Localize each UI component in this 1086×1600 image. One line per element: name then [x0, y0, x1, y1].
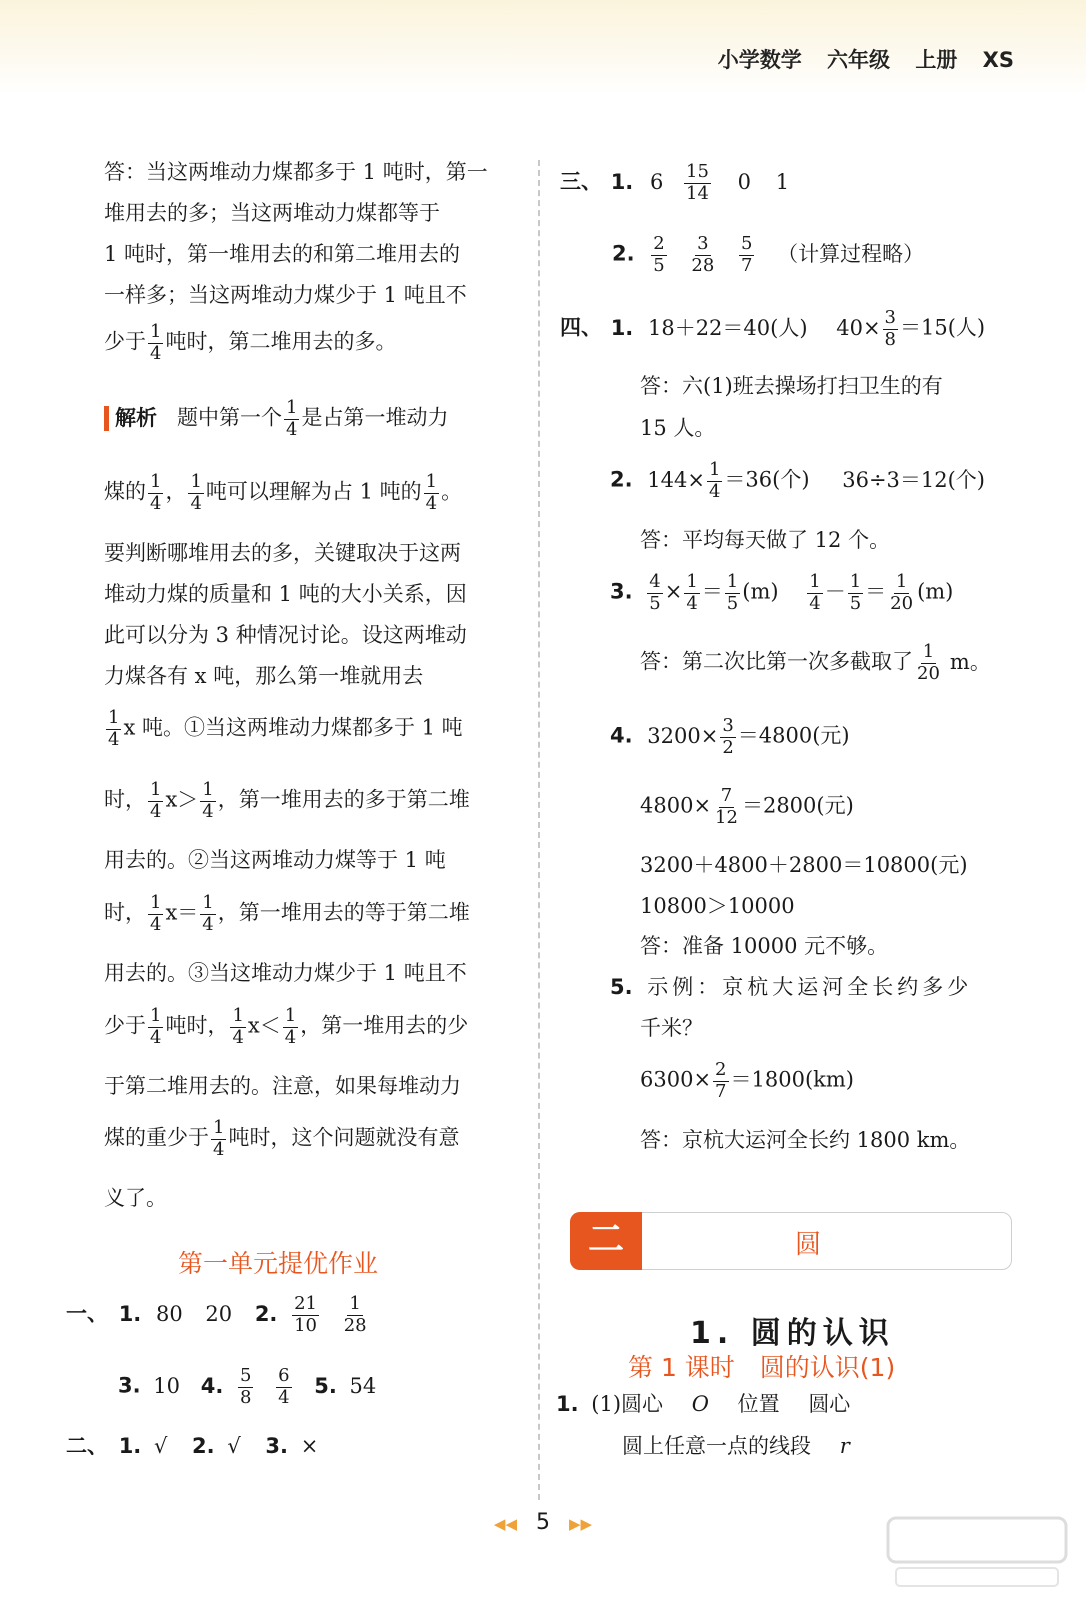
numerator: 3 — [884, 307, 896, 328]
operator: × — [664, 579, 683, 604]
analysis-line-11: 用去的。③当这堆动力煤少于 1 吨且不 — [104, 961, 467, 985]
operator: ＝ — [701, 579, 723, 604]
answer-line-1: 答：当这两堆动力煤都多于 1 吨时，第一 — [104, 160, 488, 184]
numerator: 1 — [150, 471, 162, 492]
denominator: 4 — [809, 592, 821, 614]
item-number: 2. — [254, 1301, 278, 1326]
fraction-quarter — [200, 780, 215, 822]
fraction — [739, 234, 754, 276]
denominator: 28 — [691, 254, 715, 276]
denominator: 4 — [286, 418, 298, 440]
text: ，第一堆用去的少 — [300, 1013, 469, 1038]
numerator: 3 — [722, 715, 734, 736]
analysis-line-7 — [104, 708, 463, 750]
item-number: 1. — [118, 1301, 142, 1326]
q1-row-2 — [118, 1366, 376, 1408]
numerator: 1 — [349, 1293, 361, 1314]
item-number: 5. — [610, 975, 633, 999]
q4-p4-line-3: 3200＋4800＋2800＝10800(元) — [640, 853, 968, 877]
numerator: 2 — [653, 233, 665, 254]
unit-homework-title: 第一单元提优作业 — [178, 1249, 379, 1278]
denominator: 4 — [108, 728, 120, 750]
text: 煤的 — [104, 479, 146, 504]
answer: 位置 — [737, 1392, 780, 1416]
q4-p3-answer — [640, 642, 991, 684]
analysis-line-1 — [104, 398, 448, 440]
text: 吨时，第二堆用去的多。 — [165, 329, 397, 354]
answer: 6 — [649, 169, 664, 194]
denominator: 7 — [741, 254, 753, 276]
numerator: 1 — [150, 779, 162, 800]
expression: 4800× — [640, 793, 712, 818]
denominator: 4 — [213, 1138, 225, 1160]
numerator: 1 — [284, 1005, 297, 1026]
text: 是占第一堆动力 — [301, 405, 449, 430]
numerator: 6 — [278, 1365, 290, 1386]
text: ，第一堆用去的多于第二堆 — [217, 787, 470, 812]
numerator: 3 — [697, 233, 709, 254]
answer: 0 — [737, 169, 751, 194]
denominator: 4 — [150, 1026, 162, 1048]
text: 时， — [104, 787, 146, 812]
text: ，第一堆用去的等于第二堆 — [217, 900, 470, 925]
analysis-tag: 解析 — [104, 406, 163, 431]
q4-p3 — [610, 572, 953, 614]
fraction — [848, 572, 863, 614]
q4-p5-line-1 — [610, 977, 972, 998]
fraction — [707, 460, 722, 502]
denominator: 4 — [150, 913, 162, 935]
numerator: 1 — [108, 707, 120, 728]
expression: 144× — [647, 467, 705, 492]
numerator: 1 — [150, 1005, 162, 1026]
text: m。 — [949, 649, 991, 674]
q4-p4-line-2 — [640, 786, 854, 828]
text: 少于 — [104, 1013, 146, 1038]
numerator: 1 — [809, 571, 821, 592]
denominator: 5 — [726, 592, 739, 614]
answer: (1)圆心 — [591, 1392, 664, 1416]
item-number: 3. — [265, 1434, 288, 1458]
fraction-quarter — [424, 472, 439, 514]
answer: 1 — [775, 169, 790, 194]
analysis-line-10 — [104, 893, 470, 935]
text: 。 — [441, 479, 463, 504]
fraction-quarter — [148, 780, 163, 822]
q4-p4-line-4: 10800＞10000 — [640, 894, 795, 918]
q3-row-1 — [560, 162, 789, 204]
text: 时， — [104, 900, 146, 925]
fraction — [915, 642, 942, 684]
note: （计算过程略） — [777, 241, 925, 266]
numerator: 7 — [720, 785, 733, 806]
numerator: 4 — [649, 571, 661, 592]
fraction — [684, 162, 711, 204]
page-number-text: 5 — [536, 1510, 550, 1535]
numerator: 1 — [232, 1005, 244, 1026]
fraction-quarter — [200, 893, 215, 935]
denominator: 14 — [686, 182, 709, 204]
fraction — [883, 308, 898, 350]
fraction — [888, 572, 915, 614]
analysis-line-8 — [104, 780, 470, 822]
answer: 54 — [349, 1373, 377, 1398]
expression: ＝15(人) — [900, 315, 986, 340]
text: 吨时， — [165, 1013, 229, 1038]
header-subject: 小学数学 — [717, 48, 802, 72]
numerator: 1 — [190, 471, 202, 492]
operator: － — [824, 579, 846, 604]
fraction — [684, 572, 699, 614]
fraction — [647, 572, 662, 614]
q4-p1 — [560, 308, 985, 350]
analysis-line-9: 用去的。②当这两堆动力煤等于 1 吨 — [104, 848, 446, 872]
q4-label: 四、 — [560, 315, 602, 340]
answer-line-5 — [104, 322, 396, 364]
q1-row-1 — [66, 1294, 371, 1336]
denominator: 4 — [278, 1386, 290, 1408]
item-number: 1. — [118, 1434, 142, 1458]
denominator: 8 — [884, 328, 896, 350]
denominator: 4 — [425, 492, 438, 514]
item-number: 4. — [200, 1373, 224, 1398]
expression: 3200× — [647, 723, 719, 748]
denominator: 4 — [150, 342, 162, 364]
fraction — [651, 234, 666, 276]
expression: 6300× — [640, 1067, 712, 1092]
numerator: 1 — [202, 779, 214, 800]
item-number: 1. — [556, 1392, 579, 1416]
question: 示例：京杭大运河全长约多少 — [647, 975, 973, 999]
item-number: 1. — [610, 315, 634, 340]
denominator: 7 — [715, 1080, 727, 1102]
page-header — [700, 44, 1014, 74]
item-number: 2. — [612, 241, 635, 266]
analysis-line-12 — [104, 1006, 468, 1048]
numerator: 1 — [686, 571, 698, 592]
text: x 吨。①当这两堆动力煤都多于 1 吨 — [123, 715, 463, 740]
denominator: 4 — [284, 1026, 297, 1048]
item-number: 4. — [610, 723, 633, 748]
fraction — [713, 1060, 728, 1102]
numerator: 1 — [849, 571, 862, 592]
page-number — [470, 1510, 616, 1535]
answer: × — [300, 1434, 319, 1458]
q4-p1-answer-2: 15 人。 — [640, 416, 716, 440]
expression: ＝2800(元) — [741, 793, 854, 818]
q4-p1-answer-1: 答：六(1)班去操场打扫卫生的有 — [640, 374, 943, 398]
q3-row-2 — [612, 234, 924, 276]
q4-p4-line-1 — [610, 716, 850, 758]
analysis-line-6: 力煤各有 x 吨，那么第一堆就用去 — [104, 664, 424, 688]
denominator: 4 — [708, 480, 721, 502]
fraction — [342, 1294, 369, 1336]
text: 答：第二次比第一次多截取了 — [640, 649, 913, 674]
item-number: 3. — [118, 1373, 141, 1398]
expression: 36÷3＝12(个) — [842, 467, 986, 492]
fraction — [725, 572, 740, 614]
analysis-line-3: 要判断哪堆用去的多，关键取决于这两 — [104, 541, 461, 565]
fraction-quarter — [148, 893, 163, 935]
answer: O — [691, 1392, 709, 1416]
fraction — [238, 1366, 253, 1408]
next-arrows-icon: ▶▶ — [569, 1515, 593, 1533]
denominator: 20 — [890, 592, 914, 614]
lesson-title: 第 1 课时 圆的认识(1) — [628, 1353, 896, 1382]
fraction — [807, 572, 822, 614]
chapter-number: 二 — [570, 1212, 642, 1270]
text: 少于 — [104, 329, 146, 354]
text: ， — [165, 479, 187, 504]
section-title: 1. 圆的认识 — [690, 1316, 895, 1351]
denominator: 4 — [150, 492, 162, 514]
denominator: 2 — [722, 736, 734, 758]
exercise-1-line-1 — [556, 1394, 850, 1415]
denominator: 5 — [849, 592, 862, 614]
numerator: 1 — [286, 397, 298, 418]
fraction — [292, 1294, 319, 1336]
text: x＞ — [165, 787, 199, 812]
q2-row — [66, 1436, 318, 1457]
q4-p4-answer: 答：准备 10000 元不够。 — [640, 934, 889, 958]
q4-p5-line-2: 千米？ — [640, 1016, 703, 1040]
q4-p5-answer: 答：京杭大运河全长约 1800 km。 — [640, 1128, 971, 1152]
numerator: 1 — [922, 641, 935, 662]
fraction — [276, 1366, 291, 1408]
unit: (m) — [742, 579, 779, 604]
text: 题中第一个 — [177, 405, 282, 430]
analysis-line-13: 于第二堆用去的。注意，如果每堆动力 — [104, 1074, 461, 1098]
q1-label: 一、 — [66, 1301, 108, 1326]
fraction-quarter — [211, 1118, 226, 1160]
answer-line-3: 1 吨时，第一堆用去的和第二堆用去的 — [104, 242, 461, 266]
answer: r — [839, 1434, 850, 1458]
item-number: 3. — [610, 579, 633, 604]
text: 吨可以理解为占 1 吨的 — [205, 479, 422, 504]
q4-p2-answer: 答：平均每天做了 12 个。 — [640, 528, 891, 552]
denominator: 28 — [343, 1314, 367, 1336]
numerator: 1 — [150, 321, 162, 342]
item-number: 2. — [192, 1434, 215, 1458]
numerator: 1 — [895, 571, 908, 592]
analysis-line-5: 此可以分为 3 种情况讨论。设这两堆动 — [104, 623, 467, 647]
denominator: 4 — [202, 913, 214, 935]
answer: √ — [227, 1434, 241, 1458]
fraction-quarter — [284, 398, 299, 440]
denominator: 4 — [232, 1026, 244, 1048]
text: x＝ — [165, 900, 199, 925]
denominator: 4 — [686, 592, 698, 614]
text: 吨时，这个问题就没有意 — [228, 1125, 460, 1150]
expression: ＝4800(元) — [737, 723, 850, 748]
text: 煤的重少于 — [104, 1125, 209, 1150]
q4-p2 — [610, 460, 985, 502]
numerator: 1 — [708, 459, 721, 480]
numerator: 1 — [202, 892, 214, 913]
exercise-1-line-2 — [622, 1436, 850, 1457]
numerator: 1 — [425, 471, 438, 492]
denominator: 5 — [649, 592, 661, 614]
numerator: 2 — [715, 1059, 727, 1080]
header-volume: 上册 — [915, 48, 958, 72]
analysis-line-4: 堆动力煤的质量和 1 吨的大小关系，因 — [104, 582, 467, 606]
answer: 80 — [155, 1301, 183, 1326]
fraction-quarter — [148, 472, 163, 514]
numerator: 5 — [741, 233, 753, 254]
header-grade: 六年级 — [827, 48, 891, 72]
item-number: 5. — [314, 1373, 337, 1398]
fraction-quarter — [230, 1006, 245, 1048]
item-number: 2. — [610, 467, 633, 492]
chapter-name: 圆 — [795, 1230, 822, 1260]
analysis-line-15: 义了。 — [104, 1186, 167, 1210]
answer: 20 — [205, 1301, 233, 1326]
answer-line-2: 堆用去的多；当这两堆动力煤都等于 — [104, 201, 440, 225]
expression: 18＋22＝40(人) — [647, 315, 808, 340]
denominator: 4 — [190, 492, 202, 514]
fraction — [720, 716, 735, 758]
fraction — [689, 234, 716, 276]
q4-p5-line-3 — [640, 1060, 854, 1102]
denominator: 10 — [294, 1314, 317, 1336]
numerator: 15 — [686, 161, 709, 182]
denominator: 12 — [715, 806, 738, 828]
analysis-line-2 — [104, 472, 462, 514]
answer: 圆心 — [808, 1392, 851, 1416]
denominator: 20 — [917, 662, 940, 684]
header-edition: XS — [982, 48, 1014, 72]
denominator: 4 — [150, 800, 162, 822]
answer: 圆上任意一点的线段 — [622, 1434, 811, 1458]
fraction-quarter — [148, 322, 163, 364]
fraction-quarter — [188, 472, 203, 514]
answer-line-4: 一样多；当这两堆动力煤少于 1 吨且不 — [104, 283, 467, 307]
expression: ＝1800(km) — [730, 1067, 854, 1092]
column-divider — [538, 160, 540, 1500]
denominator: 8 — [239, 1386, 252, 1408]
answer: 10 — [153, 1373, 181, 1398]
answer: √ — [153, 1434, 168, 1458]
numerator: 5 — [239, 1365, 252, 1386]
denominator: 5 — [653, 254, 665, 276]
numerator: 1 — [213, 1117, 225, 1138]
prev-arrows-icon: ◀◀ — [493, 1515, 517, 1533]
fraction-quarter — [148, 1006, 163, 1048]
expression: 40× — [836, 315, 881, 340]
numerator: 1 — [726, 571, 739, 592]
numerator: 21 — [294, 1293, 317, 1314]
item-number: 1. — [610, 169, 634, 194]
fraction-quarter — [106, 708, 121, 750]
analysis-line-14 — [104, 1118, 459, 1160]
q2-label: 二、 — [66, 1434, 108, 1458]
fraction — [713, 786, 740, 828]
numerator: 1 — [150, 892, 162, 913]
expression: ＝36(个) — [724, 467, 810, 492]
q3-label: 三、 — [560, 169, 602, 194]
watermark-logo — [882, 1512, 1072, 1592]
fraction-quarter — [283, 1006, 298, 1048]
unit: (m) — [917, 579, 954, 604]
operator: ＝ — [865, 579, 887, 604]
text: x＜ — [247, 1013, 281, 1038]
denominator: 4 — [202, 800, 214, 822]
